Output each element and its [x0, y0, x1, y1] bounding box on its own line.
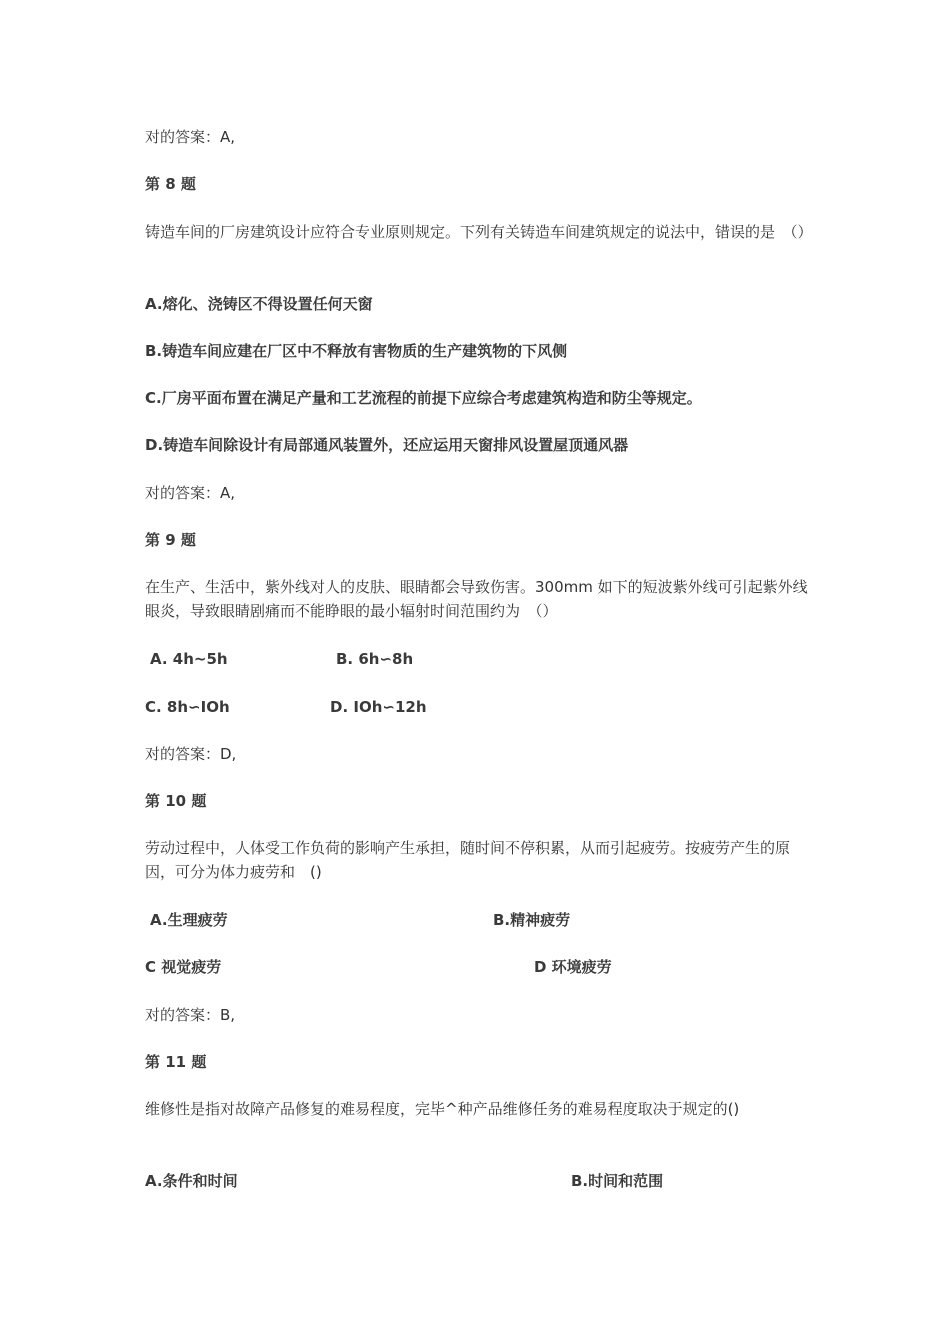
- question-10-option-b: B.精神疲劳: [493, 911, 571, 929]
- question-10-title: 第 10 题: [145, 792, 207, 810]
- question-8-option-b: B.铸造车间应建在厂区中不释放有害物质的生产建筑物的下风侧: [145, 342, 568, 360]
- question-8-text: 铸造车间的厂房建筑设计应符合专业原则规定。下列有关铸造车间建筑规定的说法中，错误的是 （）: [145, 223, 813, 241]
- question-10-option-c: C 视觉疲劳: [145, 958, 222, 976]
- question-11-title: 第 11 题: [145, 1053, 207, 1071]
- question-9-text: 在生产、生活中，紫外线对人的皮肤、眼睛都会导致伤害。300mm 如下的短波紫外线可引起紫外线眼炎，导致眼睛剧痛而不能睁眼的最小辐射时间范围约为 （）: [145, 578, 808, 620]
- answer-q8: 对的答案：A,: [145, 484, 236, 502]
- question-11-option-b: B.时间和范围: [571, 1172, 664, 1190]
- answer-q10: 对的答案：B,: [145, 1006, 236, 1024]
- question-9-option-c: C. 8h∽IOh: [145, 698, 230, 716]
- question-10-option-d: D 环境疲劳: [534, 958, 612, 976]
- question-10-option-a: A.生理疲劳: [150, 911, 228, 929]
- question-9-title: 第 9 题: [145, 531, 196, 549]
- question-9-option-d: D. IOh∽12h: [330, 698, 427, 716]
- question-8-title: 第 8 题: [145, 175, 196, 193]
- answer-q7: 对的答案：A,: [145, 128, 236, 146]
- question-8-option-a: A.熔化、浇铸区不得设置任何天窗: [145, 295, 373, 313]
- question-11-text: 维修性是指对故障产品修复的难易程度，完毕^种产品维修任务的难易程度取决于规定的(): [145, 1100, 740, 1118]
- question-8-option-c: C.厂房平面布置在满足产量和工艺流程的前提下应综合考虑建筑构造和防尘等规定。: [145, 389, 702, 407]
- question-11-option-a: A.条件和时间: [145, 1172, 238, 1190]
- answer-q9: 对的答案：D,: [145, 745, 237, 763]
- question-8-option-d: D.铸造车间除设计有局部通风装置外，还应运用天窗排风设置屋顶通风器: [145, 436, 629, 454]
- question-9-option-a: A. 4h~5h: [150, 650, 228, 668]
- question-9-option-b: B. 6h∽8h: [336, 650, 414, 668]
- question-10-text: 劳动过程中，人体受工作负荷的影响产生承担，随时间不停积累，从而引起疲劳。按疲劳产生的原因，可分为体力疲劳和 (): [145, 839, 791, 881]
